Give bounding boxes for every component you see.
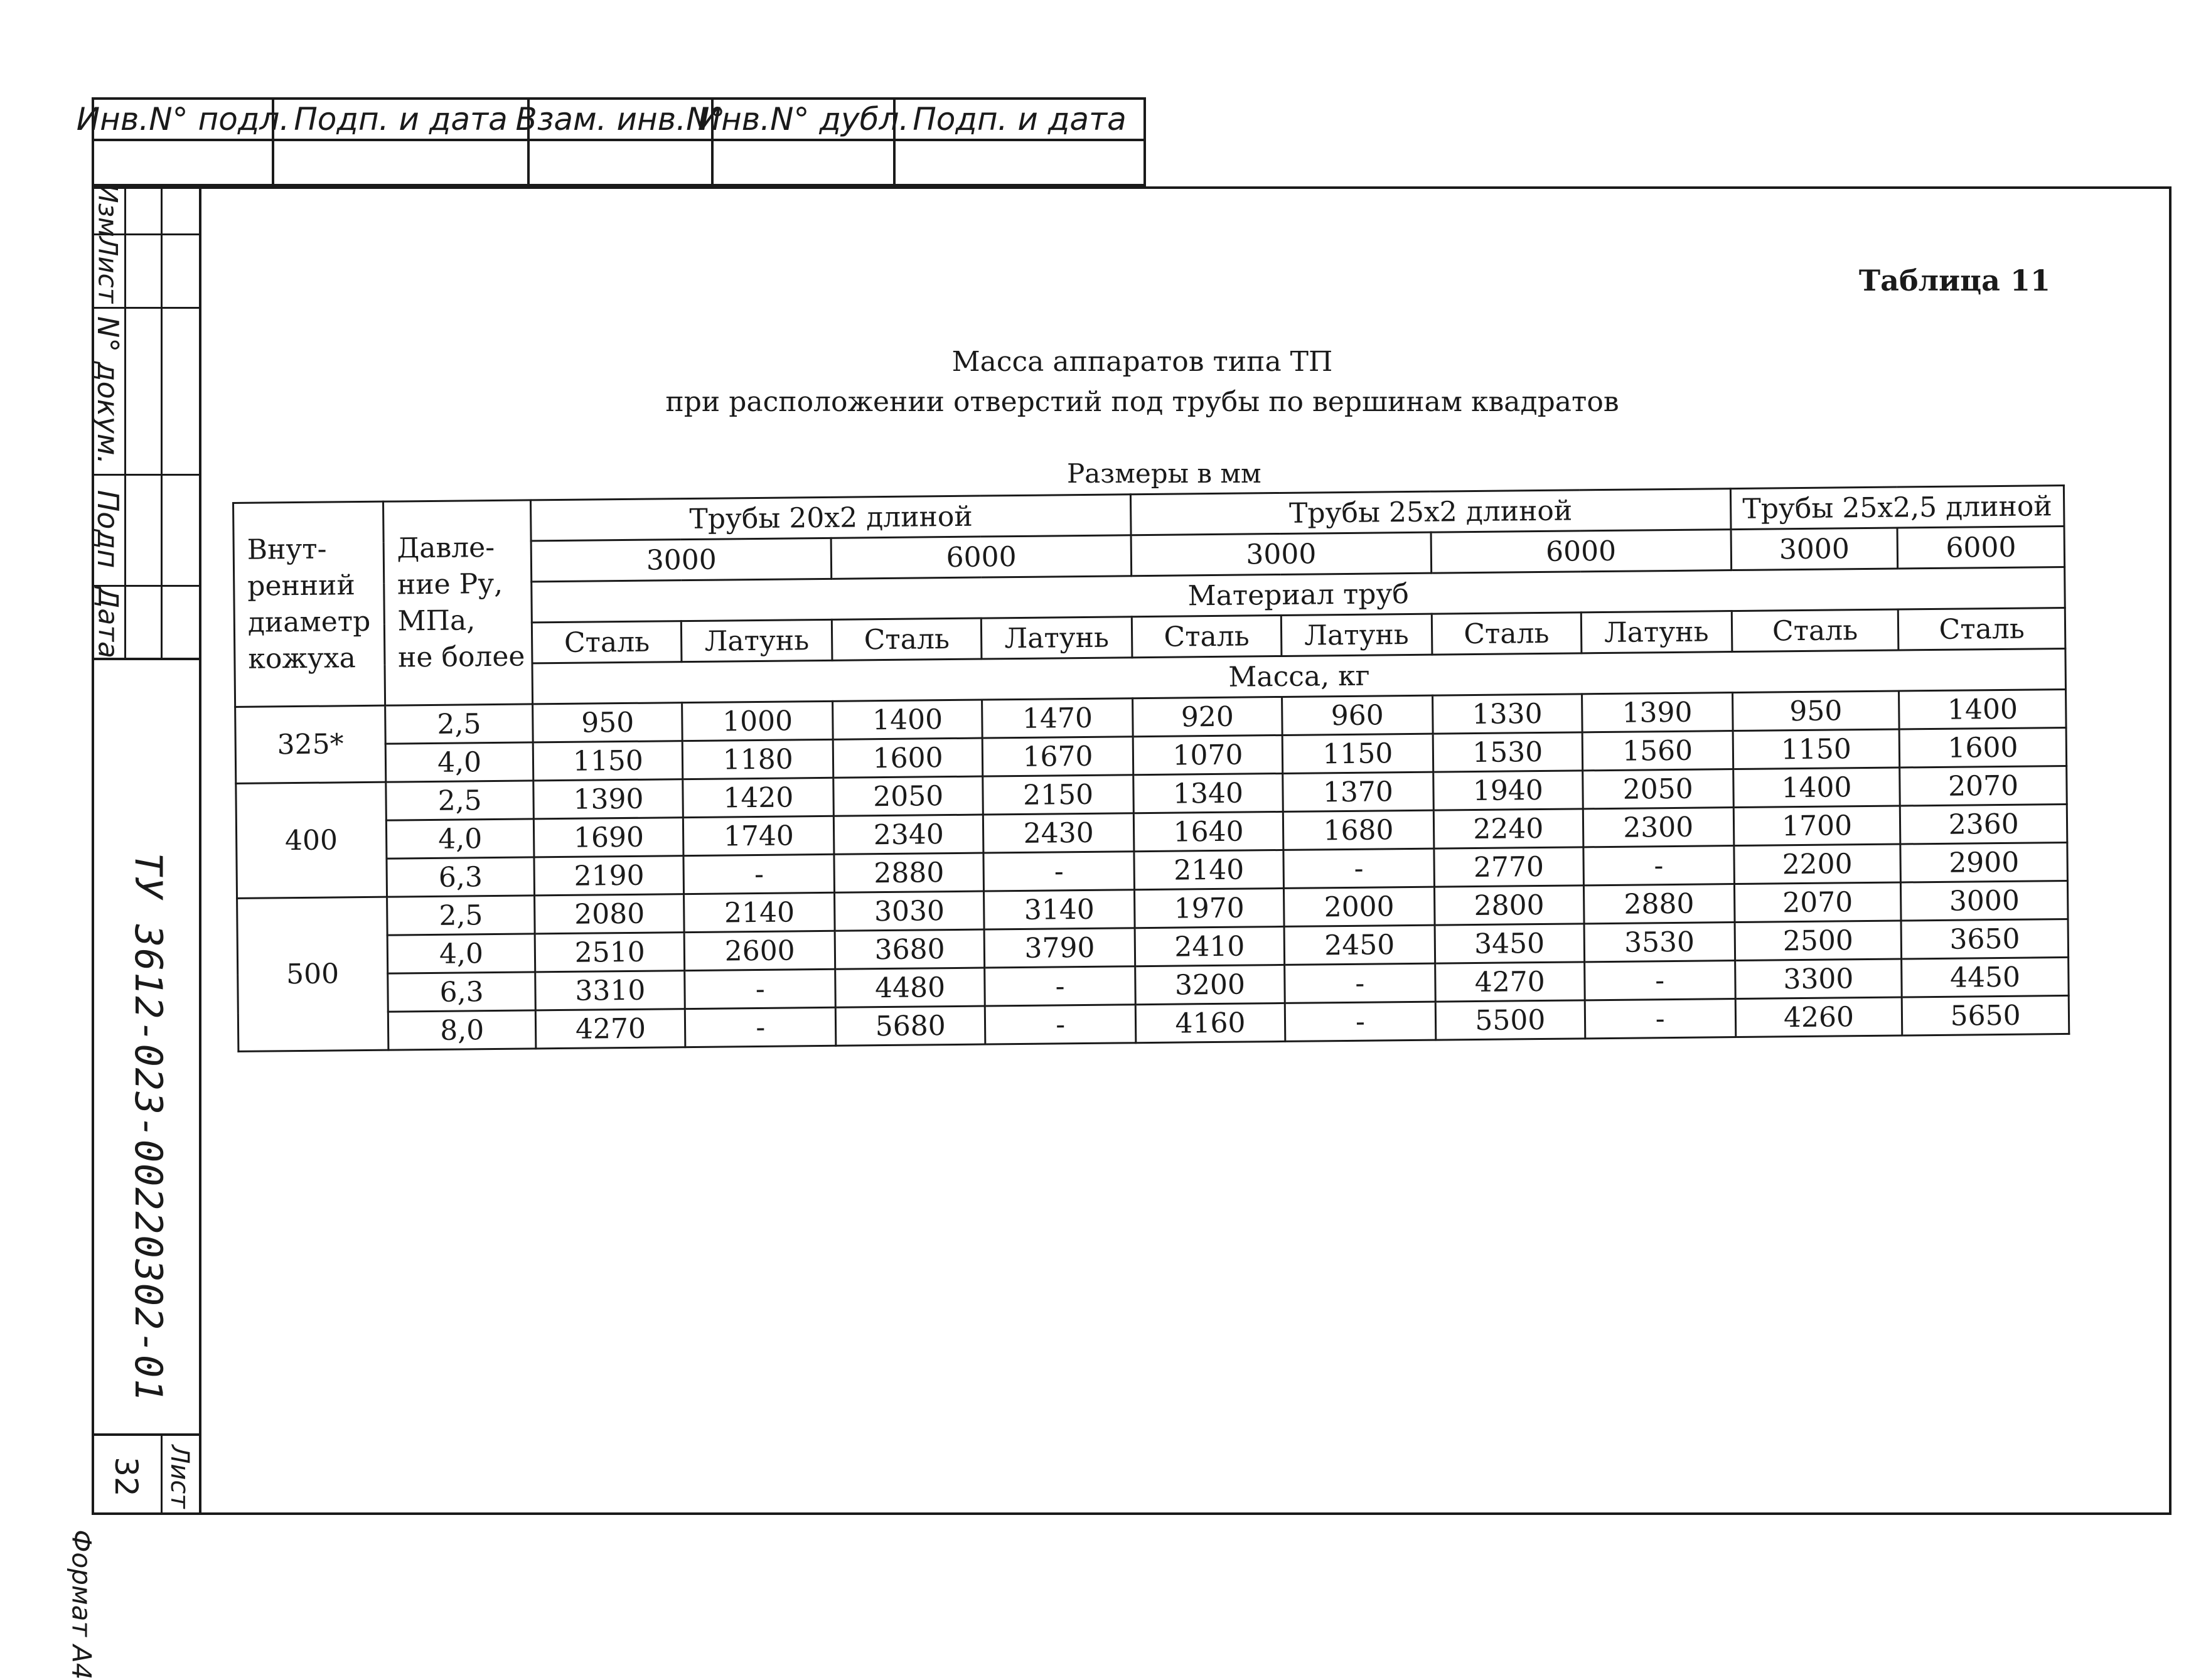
pressure-cell: 4,0 xyxy=(386,819,534,859)
diameter-cell: 500 xyxy=(237,897,388,1051)
mass-cell: 960 xyxy=(1282,695,1433,735)
stamp-label-podp: Подп xyxy=(91,490,125,569)
stamp-label: Подп. и дата xyxy=(896,100,1143,141)
pressure-cell: 4,0 xyxy=(387,934,535,973)
stamp-label-data: Дата xyxy=(92,587,124,658)
mass-cell: 2510 xyxy=(535,933,685,972)
mass-cell: - xyxy=(1583,846,1735,885)
material-cell: Латунь xyxy=(682,619,833,661)
pressure-header xyxy=(383,500,533,705)
mass-cell: - xyxy=(685,969,836,1009)
mass-cell: 3680 xyxy=(835,929,984,969)
units-note: Размеры в мм xyxy=(1067,458,1261,489)
divider xyxy=(92,307,199,309)
mass-cell: 2600 xyxy=(684,931,835,970)
material-header: Материал труб xyxy=(532,567,2065,622)
mass-cell: 3650 xyxy=(1901,919,2068,959)
length-header: 6000 xyxy=(831,535,1131,579)
mass-cell: 2070 xyxy=(1900,766,2067,806)
mass-cell: 1370 xyxy=(1283,772,1434,811)
mass-cell: - xyxy=(1285,1002,1436,1041)
mass-cell: 1530 xyxy=(1433,732,1582,772)
mass-table xyxy=(232,484,2070,1052)
mass-cell: 1070 xyxy=(1133,735,1282,774)
pressure-cell: 2,5 xyxy=(387,896,535,935)
document-code: ТУ 3612-023-00220302-01 xyxy=(126,852,170,1403)
top-stamp xyxy=(76,97,1146,186)
mass-cell: 1690 xyxy=(534,818,683,857)
mass-cell: - xyxy=(685,1007,837,1047)
stamp-label-izm: Изм xyxy=(92,183,124,237)
title-line-1: Масса аппаратов типа ТП xyxy=(951,346,1333,378)
divider xyxy=(161,186,163,658)
mass-cell: 3310 xyxy=(535,971,685,1010)
mass-cell: 1470 xyxy=(982,698,1133,738)
table-header xyxy=(233,485,2066,707)
stamp-cell-inv-podl xyxy=(76,100,290,184)
mass-cell: 1600 xyxy=(833,738,982,778)
mass-cell: - xyxy=(683,854,835,894)
pressure-cell: 2,5 xyxy=(385,781,533,820)
stamp-label: Инв.N° дубл. xyxy=(714,100,893,141)
mass-cell: 1600 xyxy=(1899,727,2066,768)
mass-cell: 2900 xyxy=(1900,842,2067,882)
mass-cell: 2150 xyxy=(983,775,1134,815)
mass-cell: 1420 xyxy=(683,778,834,817)
mass-cell: 2450 xyxy=(1284,925,1435,965)
mass-cell: 2300 xyxy=(1583,808,1734,847)
format-label: Формат А4 xyxy=(66,1529,97,1680)
material-cell: Сталь xyxy=(1732,609,1898,652)
mass-cell: 4260 xyxy=(1735,997,1902,1037)
tube-group-header: Трубы 25х2 длиной xyxy=(1131,489,1731,535)
revision-columns xyxy=(91,183,199,660)
mass-cell: - xyxy=(1283,848,1435,888)
mass-cell: 2770 xyxy=(1434,847,1583,887)
stamp-label-n-dokum: N° докум. xyxy=(91,316,125,465)
table-number: Таблица 11 xyxy=(1858,264,2050,297)
stamp-label: Подп. и дата xyxy=(274,100,527,141)
mass-cell: 1740 xyxy=(683,816,835,855)
mass-cell: 2140 xyxy=(684,892,835,932)
material-cell: Сталь xyxy=(832,618,982,660)
left-stamp xyxy=(66,183,201,1680)
mass-cell: 1970 xyxy=(1135,888,1284,928)
length-header: 3000 xyxy=(1131,532,1431,576)
table-title xyxy=(628,342,1657,422)
material-cell: Латунь xyxy=(1281,614,1432,656)
mass-cell: 1150 xyxy=(533,741,683,781)
mass-cell: 3200 xyxy=(1135,965,1285,1004)
mass-cell: 3300 xyxy=(1735,959,1902,999)
mass-cell: 1400 xyxy=(1733,768,1900,808)
material-cell: Сталь xyxy=(1132,615,1281,657)
length-header: 6000 xyxy=(1431,530,1731,574)
mass-header: Масса, кг xyxy=(532,648,2065,704)
tube-group-header: Трубы 25х2,5 длиной xyxy=(1730,485,2064,529)
mass-cell: 1940 xyxy=(1433,771,1583,810)
sheet-number: 32 xyxy=(108,1457,144,1497)
mass-cell: 1390 xyxy=(1582,693,1733,732)
mass-cell: 950 xyxy=(533,703,682,742)
mass-cell: 4270 xyxy=(536,1009,685,1049)
mass-cell: 2190 xyxy=(534,856,683,896)
stamp-cell-podp-data xyxy=(274,100,530,184)
mass-cell: 2070 xyxy=(1734,882,1901,923)
mass-cell: 1150 xyxy=(1733,729,1900,769)
diameter-cell: 400 xyxy=(236,782,387,898)
mass-cell: 2340 xyxy=(834,815,983,854)
mass-cell: 4160 xyxy=(1135,1003,1285,1042)
mass-cell: 1640 xyxy=(1133,811,1283,851)
stamp-label: Взам. инв.N° xyxy=(530,100,711,141)
material-cell: Сталь xyxy=(532,621,682,663)
mass-cell: 920 xyxy=(1133,697,1282,736)
mass-cell: 4270 xyxy=(1435,962,1585,1002)
mass-cell: 1670 xyxy=(982,737,1133,776)
mass-cell: - xyxy=(983,852,1135,891)
mass-cell: 2500 xyxy=(1735,921,1902,961)
mass-cell: 3790 xyxy=(984,928,1135,968)
mass-cell: 1150 xyxy=(1282,734,1433,773)
stamp-label-list: Лист xyxy=(92,236,124,304)
inner-diameter-header xyxy=(233,501,385,707)
length-header: 6000 xyxy=(1897,526,2064,569)
mass-cell: 2880 xyxy=(1583,884,1735,924)
mass-cell: 2240 xyxy=(1433,809,1583,848)
mass-cell: 4450 xyxy=(1902,957,2069,997)
mass-cell: 950 xyxy=(1732,691,1899,731)
mass-cell: 1560 xyxy=(1582,731,1733,771)
sheet-box xyxy=(92,1433,199,1515)
table-body xyxy=(235,689,2069,1051)
mass-cell: 2430 xyxy=(983,813,1134,853)
pressure-cell: 8,0 xyxy=(388,1010,536,1050)
material-cell: Латунь xyxy=(1581,611,1732,653)
mass-cell: 2000 xyxy=(1283,887,1435,926)
pressure-cell: 2,5 xyxy=(385,704,533,744)
material-cell: Сталь xyxy=(1898,607,2065,650)
mass-cell: 2410 xyxy=(1135,926,1284,966)
stamp-cell-vzam-inv xyxy=(515,100,726,184)
mass-cell: 1700 xyxy=(1733,806,1900,846)
mass-cell: 2200 xyxy=(1734,844,1901,884)
length-header: 3000 xyxy=(532,538,832,582)
mass-cell: 1390 xyxy=(533,779,683,819)
diameter-cell: 325* xyxy=(235,705,386,783)
mass-cell: 3000 xyxy=(1901,880,2068,921)
mass-cell: 2360 xyxy=(1900,804,2067,844)
length-header: 3000 xyxy=(1731,528,1898,570)
mass-cell: 1340 xyxy=(1133,773,1283,813)
mass-cell: - xyxy=(985,1005,1136,1044)
material-cell: Латунь xyxy=(981,617,1132,659)
mass-cell: 2080 xyxy=(535,894,684,934)
mass-cell: - xyxy=(985,966,1136,1006)
divider xyxy=(92,474,199,476)
mass-cell: 1680 xyxy=(1283,810,1434,850)
mass-cell: 2140 xyxy=(1134,850,1283,889)
mass-cell: 4480 xyxy=(835,968,985,1007)
mass-cell: 3030 xyxy=(835,891,984,931)
mass-cell: 5680 xyxy=(836,1006,985,1046)
mass-cell: 1400 xyxy=(833,700,982,739)
mass-cell: 2050 xyxy=(833,776,983,816)
stamp-cell-podp-data-2 xyxy=(896,100,1143,184)
stamp-cell-inv-dubl xyxy=(697,100,909,184)
header-text: Внут- ренний диаметр кожуха xyxy=(247,533,371,675)
mass-cell: - xyxy=(1285,963,1436,1003)
divider xyxy=(161,1436,163,1515)
pressure-cell: 4,0 xyxy=(385,742,533,782)
mass-cell: 3140 xyxy=(984,890,1135,929)
tube-group-header: Трубы 20х2 длиной xyxy=(531,495,1131,541)
mass-cell: 1330 xyxy=(1432,694,1582,734)
mass-cell: 1400 xyxy=(1899,689,2066,729)
pressure-cell: 6,3 xyxy=(387,857,535,897)
mass-cell: 2050 xyxy=(1582,769,1733,809)
mass-cell: - xyxy=(1585,999,1736,1039)
mass-cell: 2800 xyxy=(1434,885,1583,925)
stamp-label: Инв.N° подл. xyxy=(94,100,272,141)
material-cell: Сталь xyxy=(1432,613,1581,655)
mass-cell: 2880 xyxy=(834,853,983,892)
sheet-label: Лист xyxy=(165,1445,194,1509)
title-line-2: при расположении отверстий под трубы по вершинам квадратов xyxy=(665,386,1619,418)
mass-cell: 3530 xyxy=(1584,923,1735,962)
header-text: Давле- ние Ру, МПа, не более xyxy=(397,531,525,674)
mass-cell: 5650 xyxy=(1902,995,2069,1035)
mass-cell: 3450 xyxy=(1435,924,1584,963)
mass-cell: 1180 xyxy=(682,739,833,779)
pressure-cell: 6,3 xyxy=(387,972,535,1012)
mass-cell: 1000 xyxy=(682,701,833,741)
mass-cell: - xyxy=(1584,961,1735,1000)
mass-cell: 5500 xyxy=(1435,1000,1585,1040)
